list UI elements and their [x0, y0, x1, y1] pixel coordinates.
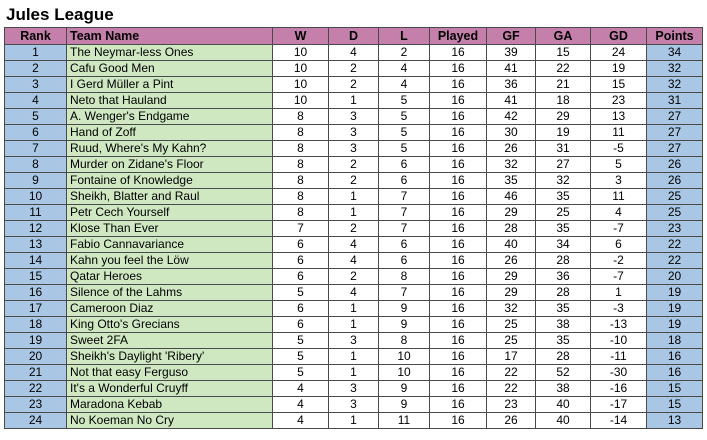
rank-cell[interactable]: 8 [5, 157, 67, 173]
team-name-cell[interactable]: Cameroon Diaz [67, 301, 273, 317]
wins-cell[interactable]: 5 [273, 365, 329, 381]
table-row [5, 253, 703, 269]
rank-cell[interactable]: 16 [5, 285, 67, 301]
played-cell[interactable]: 16 [430, 269, 487, 285]
points-cell[interactable]: 26 [647, 173, 703, 189]
losses-cell[interactable]: 6 [379, 237, 430, 253]
draws-cell[interactable]: 4 [329, 45, 379, 61]
goal-diff-cell[interactable]: 11 [591, 189, 647, 205]
col-header-gf[interactable]: GF [487, 28, 536, 45]
goals-for-cell[interactable]: 17 [487, 349, 536, 365]
rank-cell[interactable]: 11 [5, 205, 67, 221]
col-header-points[interactable]: Points [647, 28, 703, 45]
goals-for-cell[interactable]: 29 [487, 285, 536, 301]
team-name-cell[interactable]: Sweet 2FA [67, 333, 273, 349]
team-name-cell[interactable]: Sheikh's Daylight 'Ribery' [67, 349, 273, 365]
rank-cell[interactable]: 20 [5, 349, 67, 365]
draws-cell[interactable]: 2 [329, 269, 379, 285]
goals-for-cell[interactable]: 46 [487, 189, 536, 205]
team-name-cell[interactable]: A. Wenger's Endgame [67, 109, 273, 125]
goal-diff-cell[interactable]: -17 [591, 397, 647, 413]
team-name-cell[interactable]: Maradona Kebab [67, 397, 273, 413]
wins-cell[interactable]: 5 [273, 333, 329, 349]
goals-for-cell[interactable]: 32 [487, 157, 536, 173]
draws-cell[interactable]: 1 [329, 189, 379, 205]
draws-cell[interactable]: 2 [329, 157, 379, 173]
played-cell[interactable]: 16 [430, 333, 487, 349]
goals-against-cell[interactable]: 22 [536, 61, 591, 77]
losses-cell[interactable]: 11 [379, 413, 430, 429]
rank-cell[interactable]: 1 [5, 45, 67, 61]
rank-cell[interactable]: 17 [5, 301, 67, 317]
losses-cell[interactable]: 7 [379, 285, 430, 301]
team-name-cell[interactable]: Fabio Cannavariance [67, 237, 273, 253]
draws-cell[interactable]: 2 [329, 221, 379, 237]
wins-cell[interactable]: 5 [273, 285, 329, 301]
draws-cell[interactable]: 1 [329, 349, 379, 365]
wins-cell[interactable]: 4 [273, 381, 329, 397]
played-cell[interactable]: 16 [430, 349, 487, 365]
wins-cell[interactable]: 10 [273, 77, 329, 93]
col-header-ga[interactable]: GA [536, 28, 591, 45]
points-cell[interactable]: 16 [647, 349, 703, 365]
team-name-cell[interactable]: Klose Than Ever [67, 221, 273, 237]
rank-cell[interactable]: 13 [5, 237, 67, 253]
played-cell[interactable]: 16 [430, 397, 487, 413]
goal-diff-cell[interactable]: -30 [591, 365, 647, 381]
played-cell[interactable]: 16 [430, 141, 487, 157]
losses-cell[interactable]: 7 [379, 189, 430, 205]
col-header-w[interactable]: W [273, 28, 329, 45]
wins-cell[interactable]: 6 [273, 269, 329, 285]
points-cell[interactable]: 22 [647, 253, 703, 269]
rank-cell[interactable]: 9 [5, 173, 67, 189]
rank-cell[interactable]: 18 [5, 317, 67, 333]
goal-diff-cell[interactable]: -14 [591, 413, 647, 429]
goal-diff-cell[interactable]: -11 [591, 349, 647, 365]
goals-for-cell[interactable]: 30 [487, 125, 536, 141]
goals-against-cell[interactable]: 52 [536, 365, 591, 381]
table-row [5, 109, 703, 125]
draws-cell[interactable]: 4 [329, 285, 379, 301]
team-name-cell[interactable]: Kahn you feel the Löw [67, 253, 273, 269]
points-cell[interactable]: 26 [647, 157, 703, 173]
goal-diff-cell[interactable]: 19 [591, 61, 647, 77]
played-cell[interactable]: 16 [430, 285, 487, 301]
wins-cell[interactable]: 6 [273, 317, 329, 333]
draws-cell[interactable]: 2 [329, 173, 379, 189]
goal-diff-cell[interactable]: 1 [591, 285, 647, 301]
played-cell[interactable]: 16 [430, 413, 487, 429]
table-row [5, 381, 703, 397]
goals-for-cell[interactable]: 36 [487, 77, 536, 93]
goals-for-cell[interactable]: 32 [487, 301, 536, 317]
goal-diff-cell[interactable]: 23 [591, 93, 647, 109]
draws-cell[interactable]: 2 [329, 61, 379, 77]
goal-diff-cell[interactable]: -10 [591, 333, 647, 349]
col-header-gd[interactable]: GD [591, 28, 647, 45]
goals-against-cell[interactable]: 35 [536, 333, 591, 349]
rank-cell[interactable]: 24 [5, 413, 67, 429]
wins-cell[interactable]: 8 [273, 205, 329, 221]
rank-cell[interactable]: 2 [5, 61, 67, 77]
played-cell[interactable]: 16 [430, 253, 487, 269]
goal-diff-cell[interactable]: -2 [591, 253, 647, 269]
goals-for-cell[interactable]: 35 [487, 173, 536, 189]
points-cell[interactable]: 32 [647, 61, 703, 77]
points-cell[interactable]: 16 [647, 365, 703, 381]
points-cell[interactable]: 27 [647, 109, 703, 125]
played-cell[interactable]: 16 [430, 317, 487, 333]
losses-cell[interactable]: 8 [379, 269, 430, 285]
goals-against-cell[interactable]: 38 [536, 317, 591, 333]
goals-for-cell[interactable]: 25 [487, 317, 536, 333]
goals-for-cell[interactable]: 39 [487, 45, 536, 61]
points-cell[interactable]: 19 [647, 317, 703, 333]
losses-cell[interactable]: 7 [379, 221, 430, 237]
losses-cell[interactable]: 5 [379, 93, 430, 109]
team-name-cell[interactable]: No Koeman No Cry [67, 413, 273, 429]
goals-for-cell[interactable]: 42 [487, 109, 536, 125]
rank-cell[interactable]: 22 [5, 381, 67, 397]
table-row [5, 317, 703, 333]
wins-cell[interactable]: 8 [273, 125, 329, 141]
col-header-d[interactable]: D [329, 28, 379, 45]
played-cell[interactable]: 16 [430, 237, 487, 253]
played-cell[interactable]: 16 [430, 173, 487, 189]
table-row [5, 189, 703, 205]
draws-cell[interactable]: 1 [329, 365, 379, 381]
table-row [5, 45, 703, 61]
goal-diff-cell[interactable]: -7 [591, 221, 647, 237]
wins-cell[interactable]: 8 [273, 157, 329, 173]
wins-cell[interactable]: 10 [273, 93, 329, 109]
table-row [5, 205, 703, 221]
table-row [5, 157, 703, 173]
goal-diff-cell[interactable]: -7 [591, 269, 647, 285]
table-row [5, 365, 703, 381]
losses-cell[interactable]: 6 [379, 253, 430, 269]
points-cell[interactable]: 22 [647, 237, 703, 253]
team-name-cell[interactable]: Hand of Zoff [67, 125, 273, 141]
rank-cell[interactable]: 12 [5, 221, 67, 237]
goals-against-cell[interactable]: 35 [536, 301, 591, 317]
goals-against-cell[interactable]: 40 [536, 413, 591, 429]
goal-diff-cell[interactable]: -5 [591, 141, 647, 157]
col-header-rank[interactable]: Rank [5, 28, 67, 45]
points-cell[interactable]: 18 [647, 333, 703, 349]
played-cell[interactable]: 16 [430, 365, 487, 381]
league-table [4, 27, 703, 429]
table-row [5, 125, 703, 141]
table-row [5, 173, 703, 189]
wins-cell[interactable]: 6 [273, 253, 329, 269]
goal-diff-cell[interactable]: 4 [591, 205, 647, 221]
goals-against-cell[interactable]: 27 [536, 157, 591, 173]
goals-against-cell[interactable]: 34 [536, 237, 591, 253]
team-name-cell[interactable]: The Neymar-less Ones [67, 45, 273, 61]
played-cell[interactable]: 16 [430, 125, 487, 141]
team-name-cell[interactable]: Silence of the Lahms [67, 285, 273, 301]
wins-cell[interactable]: 4 [273, 397, 329, 413]
wins-cell[interactable]: 8 [273, 173, 329, 189]
rank-cell[interactable]: 10 [5, 189, 67, 205]
league-title: Jules League [6, 5, 114, 24]
draws-cell[interactable]: 3 [329, 381, 379, 397]
wins-cell[interactable]: 10 [273, 61, 329, 77]
goals-for-cell[interactable]: 29 [487, 269, 536, 285]
wins-cell[interactable]: 8 [273, 141, 329, 157]
losses-cell[interactable]: 9 [379, 397, 430, 413]
table-row [5, 221, 703, 237]
wins-cell[interactable]: 10 [273, 45, 329, 61]
goals-for-cell[interactable]: 25 [487, 333, 536, 349]
team-name-cell[interactable]: Qatar Heroes [67, 269, 273, 285]
draws-cell[interactable]: 4 [329, 237, 379, 253]
rank-cell[interactable]: 21 [5, 365, 67, 381]
losses-cell[interactable]: 2 [379, 45, 430, 61]
rank-cell[interactable]: 6 [5, 125, 67, 141]
rank-cell[interactable]: 7 [5, 141, 67, 157]
draws-cell[interactable]: 3 [329, 397, 379, 413]
table-row [5, 61, 703, 77]
points-cell[interactable]: 34 [647, 45, 703, 61]
played-cell[interactable]: 16 [430, 45, 487, 61]
played-cell[interactable]: 16 [430, 189, 487, 205]
team-name-cell[interactable]: Neto that Hauland [67, 93, 273, 109]
draws-cell[interactable]: 3 [329, 333, 379, 349]
losses-cell[interactable]: 9 [379, 301, 430, 317]
draws-cell[interactable]: 3 [329, 141, 379, 157]
losses-cell[interactable]: 7 [379, 205, 430, 221]
goal-diff-cell[interactable]: 15 [591, 77, 647, 93]
team-name-cell[interactable]: Ruud, Where's My Kahn? [67, 141, 273, 157]
played-cell[interactable]: 16 [430, 61, 487, 77]
points-cell[interactable]: 15 [647, 397, 703, 413]
draws-cell[interactable]: 1 [329, 205, 379, 221]
goals-against-cell[interactable]: 18 [536, 93, 591, 109]
team-name-cell[interactable]: I Gerd Müller a Pint [67, 77, 273, 93]
points-cell[interactable]: 19 [647, 285, 703, 301]
table-row [5, 285, 703, 301]
goals-against-cell[interactable]: 28 [536, 285, 591, 301]
goals-against-cell[interactable]: 32 [536, 173, 591, 189]
rank-cell[interactable]: 15 [5, 269, 67, 285]
played-cell[interactable]: 16 [430, 205, 487, 221]
goals-against-cell[interactable]: 28 [536, 253, 591, 269]
table-row [5, 237, 703, 253]
losses-cell[interactable]: 6 [379, 157, 430, 173]
points-cell[interactable]: 20 [647, 269, 703, 285]
team-name-cell[interactable]: Murder on Zidane's Floor [67, 157, 273, 173]
wins-cell[interactable]: 6 [273, 237, 329, 253]
goals-for-cell[interactable]: 23 [487, 397, 536, 413]
goals-against-cell[interactable]: 40 [536, 397, 591, 413]
points-cell[interactable]: 25 [647, 189, 703, 205]
points-cell[interactable]: 23 [647, 221, 703, 237]
table-row [5, 333, 703, 349]
team-name-cell[interactable]: Petr Cech Yourself [67, 205, 273, 221]
losses-cell[interactable]: 5 [379, 141, 430, 157]
rank-cell[interactable]: 23 [5, 397, 67, 413]
points-cell[interactable]: 25 [647, 205, 703, 221]
points-cell[interactable]: 19 [647, 301, 703, 317]
table-row [5, 269, 703, 285]
draws-cell[interactable]: 1 [329, 301, 379, 317]
losses-cell[interactable]: 5 [379, 109, 430, 125]
points-cell[interactable]: 31 [647, 93, 703, 109]
points-cell[interactable]: 13 [647, 413, 703, 429]
losses-cell[interactable]: 10 [379, 349, 430, 365]
wins-cell[interactable]: 5 [273, 349, 329, 365]
goals-for-cell[interactable]: 26 [487, 253, 536, 269]
goals-against-cell[interactable]: 35 [536, 189, 591, 205]
draws-cell[interactable]: 1 [329, 93, 379, 109]
played-cell[interactable]: 16 [430, 221, 487, 237]
goals-for-cell[interactable]: 26 [487, 141, 536, 157]
draws-cell[interactable]: 2 [329, 77, 379, 93]
team-name-cell[interactable]: Cafu Good Men [67, 61, 273, 77]
goals-against-cell[interactable]: 15 [536, 45, 591, 61]
played-cell[interactable]: 16 [430, 301, 487, 317]
losses-cell[interactable]: 4 [379, 61, 430, 77]
goals-for-cell[interactable]: 26 [487, 413, 536, 429]
goals-for-cell[interactable]: 29 [487, 205, 536, 221]
wins-cell[interactable]: 4 [273, 413, 329, 429]
rank-cell[interactable]: 3 [5, 77, 67, 93]
rank-cell[interactable]: 19 [5, 333, 67, 349]
goal-diff-cell[interactable]: -13 [591, 317, 647, 333]
col-header-l[interactable]: L [379, 28, 430, 45]
played-cell[interactable]: 16 [430, 93, 487, 109]
draws-cell[interactable]: 1 [329, 413, 379, 429]
losses-cell[interactable]: 9 [379, 381, 430, 397]
losses-cell[interactable]: 4 [379, 77, 430, 93]
goals-against-cell[interactable]: 21 [536, 77, 591, 93]
header-row [5, 28, 703, 45]
points-cell[interactable]: 27 [647, 125, 703, 141]
goals-for-cell[interactable]: 41 [487, 61, 536, 77]
table-row [5, 301, 703, 317]
points-cell[interactable]: 15 [647, 381, 703, 397]
goal-diff-cell[interactable]: 11 [591, 125, 647, 141]
table-row [5, 141, 703, 157]
points-cell[interactable]: 27 [647, 141, 703, 157]
draws-cell[interactable]: 3 [329, 125, 379, 141]
draws-cell[interactable]: 1 [329, 317, 379, 333]
col-header-team[interactable]: Team Name [67, 28, 273, 45]
played-cell[interactable]: 16 [430, 77, 487, 93]
played-cell[interactable]: 16 [430, 109, 487, 125]
wins-cell[interactable]: 7 [273, 221, 329, 237]
table-row [5, 413, 703, 429]
losses-cell[interactable]: 10 [379, 365, 430, 381]
goals-for-cell[interactable]: 40 [487, 237, 536, 253]
goal-diff-cell[interactable]: 5 [591, 157, 647, 173]
wins-cell[interactable]: 8 [273, 109, 329, 125]
team-name-cell[interactable]: It's a Wonderful Cruyff [67, 381, 273, 397]
team-name-cell[interactable]: Sheikh, Blatter and Raul [67, 189, 273, 205]
goals-against-cell[interactable]: 25 [536, 205, 591, 221]
draws-cell[interactable]: 3 [329, 109, 379, 125]
goals-for-cell[interactable]: 41 [487, 93, 536, 109]
losses-cell[interactable]: 9 [379, 317, 430, 333]
goal-diff-cell[interactable]: -3 [591, 301, 647, 317]
table-body [5, 45, 703, 429]
table-row [5, 397, 703, 413]
table-row [5, 349, 703, 365]
table-row [5, 93, 703, 109]
rank-cell[interactable]: 5 [5, 109, 67, 125]
goals-against-cell[interactable]: 29 [536, 109, 591, 125]
goals-for-cell[interactable]: 22 [487, 381, 536, 397]
goal-diff-cell[interactable]: 24 [591, 45, 647, 61]
goal-diff-cell[interactable]: 13 [591, 109, 647, 125]
team-name-cell[interactable]: King Otto's Grecians [67, 317, 273, 333]
wins-cell[interactable]: 8 [273, 189, 329, 205]
col-header-played[interactable]: Played [430, 28, 487, 45]
losses-cell[interactable]: 8 [379, 333, 430, 349]
wins-cell[interactable]: 6 [273, 301, 329, 317]
goal-diff-cell[interactable]: 3 [591, 173, 647, 189]
goals-for-cell[interactable]: 28 [487, 221, 536, 237]
goals-against-cell[interactable]: 38 [536, 381, 591, 397]
goals-against-cell[interactable]: 19 [536, 125, 591, 141]
goals-against-cell[interactable]: 36 [536, 269, 591, 285]
goal-diff-cell[interactable]: 6 [591, 237, 647, 253]
losses-cell[interactable]: 6 [379, 173, 430, 189]
goal-diff-cell[interactable]: -16 [591, 381, 647, 397]
goals-against-cell[interactable]: 28 [536, 349, 591, 365]
goals-against-cell[interactable]: 35 [536, 221, 591, 237]
goals-against-cell[interactable]: 31 [536, 141, 591, 157]
points-cell[interactable]: 32 [647, 77, 703, 93]
table-row [5, 77, 703, 93]
played-cell[interactable]: 16 [430, 157, 487, 173]
rank-cell[interactable]: 4 [5, 93, 67, 109]
team-name-cell[interactable]: Fontaine of Knowledge [67, 173, 273, 189]
goals-for-cell[interactable]: 22 [487, 365, 536, 381]
losses-cell[interactable]: 5 [379, 125, 430, 141]
rank-cell[interactable]: 14 [5, 253, 67, 269]
team-name-cell[interactable]: Not that easy Ferguso [67, 365, 273, 381]
draws-cell[interactable]: 4 [329, 253, 379, 269]
played-cell[interactable]: 16 [430, 381, 487, 397]
